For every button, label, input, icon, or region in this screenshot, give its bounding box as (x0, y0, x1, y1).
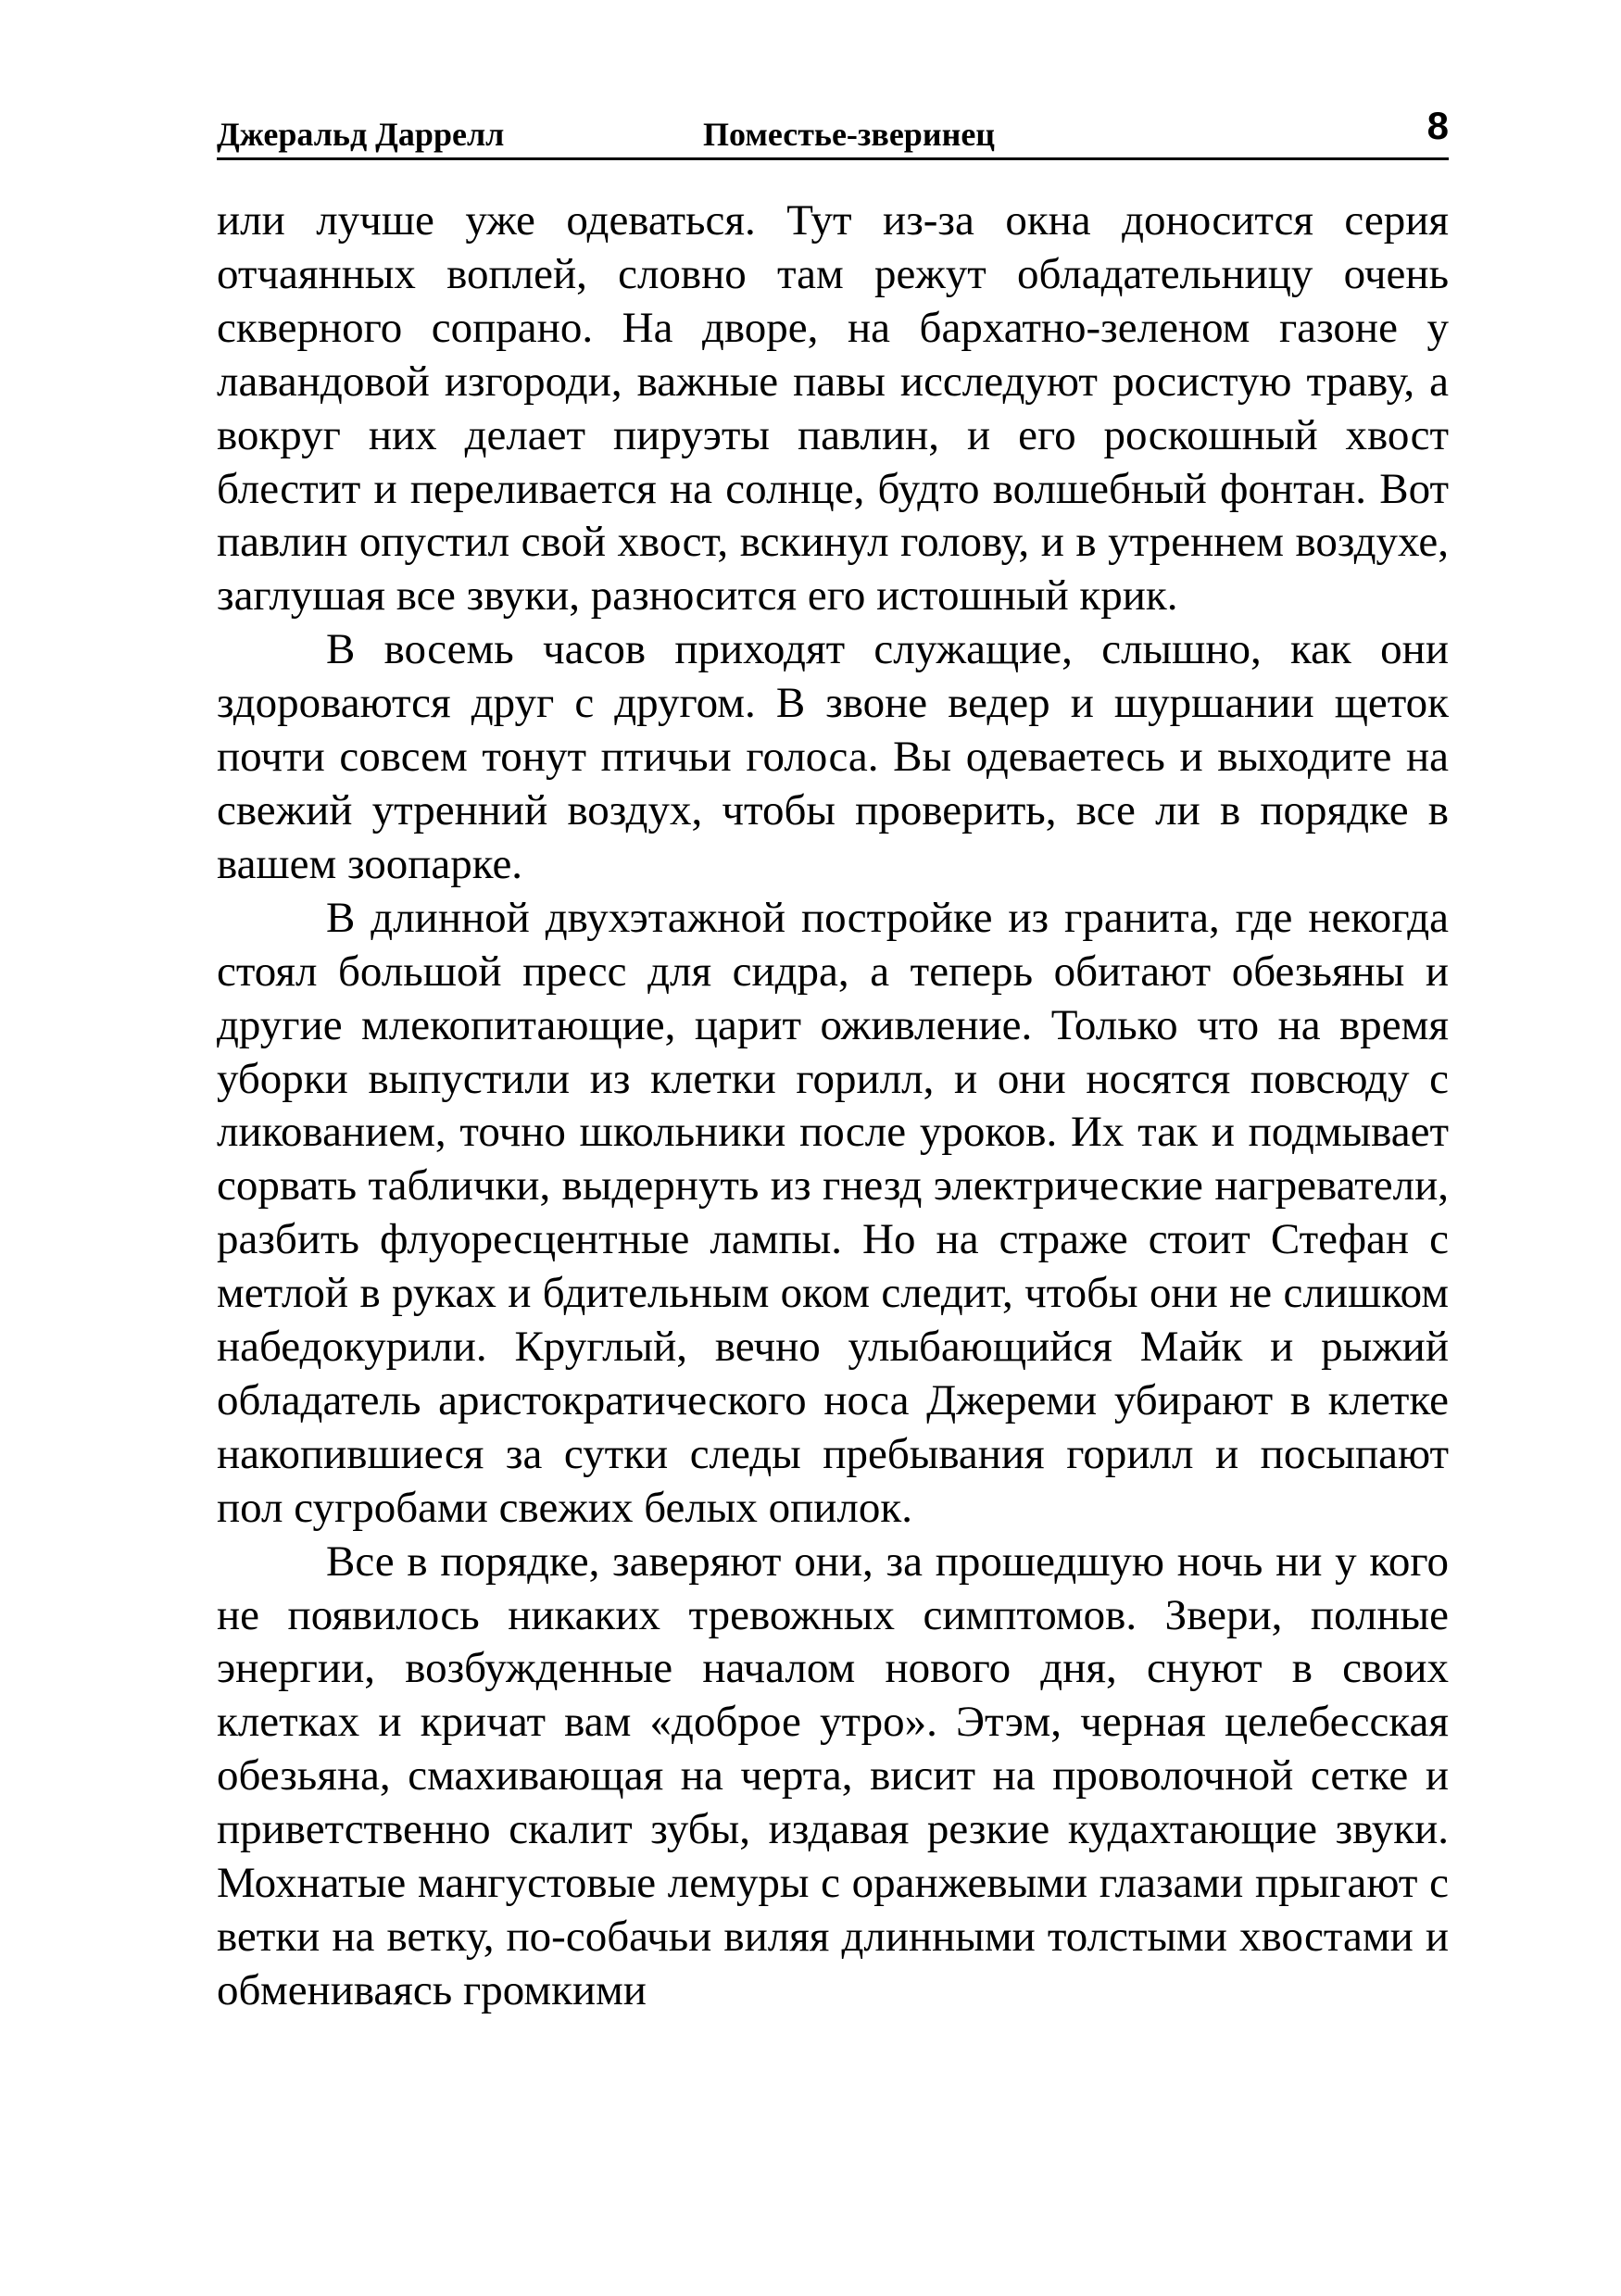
header-book-title: Поместье-зверинец (703, 116, 996, 153)
header-author: Джеральд Даррелл (217, 116, 505, 153)
page-number: 8 (1426, 104, 1449, 147)
paragraph: В восемь часов приходят служащие, слышно, как они здороваются друг с другом. В звоне ведер и шуршании щеток почти совсем тонут птичьи голоса. Вы одеваетесь и выходите на свежий утренний воздух, чтобы проверить, все ли в порядке в вашем зоопарке. (217, 625, 1449, 888)
paragraph-continued: или лучше уже одеваться. Тут из-за окна доносится серия отчаянных воплей, словно там режут обладательницу очень скверного сопрано. На дворе, на бархатно-зеленом газоне у лавандовой изгороди, важные павы исследуют росистую траву, а вокруг них делает пируэты павлин, и его роскошный хвост блестит и переливается на солнце, будто волшебный фонтан. Вот павлин опустил свой хвост, вскинул голову, и в утреннем воздухе, заглушая все звуки, разносится его истошный крик. (217, 196, 1449, 621)
running-header (217, 100, 1449, 160)
body-text (217, 194, 1449, 2018)
paragraph: В длинной двухэтажной постройке из гранита, где некогда стоял большой пресс для сидра, а теперь обитают обезьяны и другие млекопитающие, царит оживление. Только что на время уборки выпустили из клетки горилл, и они носятся повсюду с ликованием, точно школьники после уроков. Их так и подмывает сорвать таблички, выдернуть из гнезд электрические нагреватели, разбить флуоресцентные лампы. Но на страже стоит Стефан с метлой в руках и бдительным оком следит, чтобы они не слишком набедокурили. Круглый, вечно улыбающийся Майк и рыжий обладатель аристократического носа Джереми убирают в клетке накопившиеся за сутки следы пребывания горилл и посыпают пол сугробами свежих белых опилок. (217, 893, 1449, 1532)
paragraph: Все в порядке, заверяют они, за прошедшую ночь ни у кого не появилось никаких тревожных симптомов. Звери, полные энергии, возбужденные началом нового дня, снуют в своих клетках и кричат вам «доброе утро». Этэм, черная целебесская обезьяна, смахивающая на черта, висит на проволочной сетке и приветственно скалит зубы, издавая резкие кудахтающие звуки. Мохнатые мангустовые лемуры с оранжевыми глазами прыгают с ветки на ветку, по-собачьи виляя длинными толстыми хвостами и обмениваясь громкими (217, 1537, 1449, 2014)
